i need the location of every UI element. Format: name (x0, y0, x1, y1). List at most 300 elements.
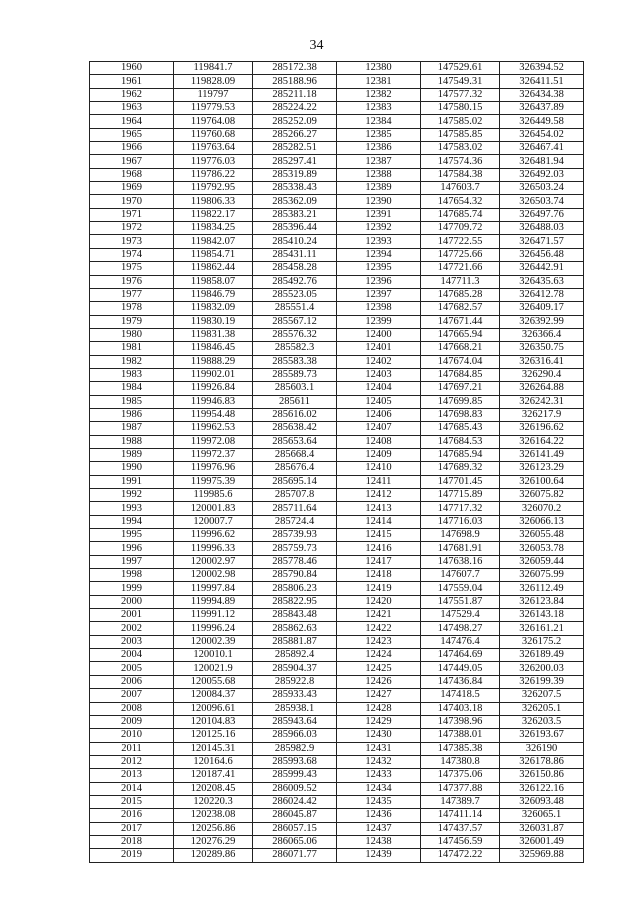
x-coordinate-cell: 120220.3 (174, 795, 253, 808)
point-number-cell: 2005 (90, 662, 174, 675)
y-coordinate-cell: 285396.44 (253, 222, 337, 235)
y-coordinate-cell: 326497.76 (500, 208, 584, 221)
y-coordinate-cell: 326200.03 (500, 662, 584, 675)
point-number-cell: 12384 (337, 115, 421, 128)
y-coordinate-cell: 285892.4 (253, 649, 337, 662)
x-coordinate-cell: 120010.1 (174, 649, 253, 662)
x-coordinate-cell: 120145.31 (174, 742, 253, 755)
y-coordinate-cell: 285576.32 (253, 328, 337, 341)
x-coordinate-cell: 147607.7 (421, 569, 500, 582)
y-coordinate-cell: 326471.57 (500, 235, 584, 248)
y-coordinate-cell: 326492.03 (500, 168, 584, 181)
point-number-cell: 1988 (90, 435, 174, 448)
table-row (90, 529, 584, 542)
table-row (90, 408, 584, 421)
x-coordinate-cell: 119828.09 (174, 75, 253, 88)
x-coordinate-cell: 147709.72 (421, 222, 500, 235)
table-row (90, 342, 584, 355)
x-coordinate-cell: 147716.03 (421, 515, 500, 528)
y-coordinate-cell: 325969.88 (500, 849, 584, 862)
point-number-cell: 1986 (90, 408, 174, 421)
point-number-cell: 12405 (337, 395, 421, 408)
point-number-cell: 12426 (337, 675, 421, 688)
table-row (90, 288, 584, 301)
point-number-cell: 12437 (337, 822, 421, 835)
y-coordinate-cell: 285638.42 (253, 422, 337, 435)
y-coordinate-cell: 285172.38 (253, 62, 337, 75)
point-number-cell: 2019 (90, 849, 174, 862)
point-number-cell: 12432 (337, 755, 421, 768)
point-number-cell: 12392 (337, 222, 421, 235)
y-coordinate-cell: 285551.4 (253, 302, 337, 315)
x-coordinate-cell: 119996.62 (174, 529, 253, 542)
table-row (90, 595, 584, 608)
y-coordinate-cell: 326456.48 (500, 248, 584, 261)
x-coordinate-cell: 119991.12 (174, 609, 253, 622)
table-row (90, 275, 584, 288)
y-coordinate-cell: 285843.48 (253, 609, 337, 622)
point-number-cell: 12403 (337, 368, 421, 381)
x-coordinate-cell: 147689.32 (421, 462, 500, 475)
y-coordinate-cell: 326059.44 (500, 555, 584, 568)
x-coordinate-cell: 147418.5 (421, 689, 500, 702)
x-coordinate-cell: 119763.64 (174, 142, 253, 155)
y-coordinate-cell: 326065.1 (500, 809, 584, 822)
x-coordinate-cell: 147437.57 (421, 822, 500, 835)
table-row (90, 822, 584, 835)
x-coordinate-cell: 119841.7 (174, 62, 253, 75)
y-coordinate-cell: 285188.96 (253, 75, 337, 88)
y-coordinate-cell: 285933.43 (253, 689, 337, 702)
table-row (90, 702, 584, 715)
y-coordinate-cell: 326123.29 (500, 462, 584, 475)
y-coordinate-cell: 326207.5 (500, 689, 584, 702)
x-coordinate-cell: 119846.45 (174, 342, 253, 355)
x-coordinate-cell: 120208.45 (174, 782, 253, 795)
x-coordinate-cell: 147583.02 (421, 142, 500, 155)
point-number-cell: 2003 (90, 635, 174, 648)
point-number-cell: 1985 (90, 395, 174, 408)
x-coordinate-cell: 147698.83 (421, 408, 500, 421)
table-row (90, 368, 584, 381)
y-coordinate-cell: 285943.64 (253, 715, 337, 728)
x-coordinate-cell: 120289.86 (174, 849, 253, 862)
x-coordinate-cell: 147498.27 (421, 622, 500, 635)
point-number-cell: 12410 (337, 462, 421, 475)
y-coordinate-cell: 285383.21 (253, 208, 337, 221)
x-coordinate-cell: 147472.22 (421, 849, 500, 862)
point-number-cell: 12401 (337, 342, 421, 355)
x-coordinate-cell: 147411.14 (421, 809, 500, 822)
point-number-cell: 2000 (90, 595, 174, 608)
x-coordinate-cell: 147449.05 (421, 662, 500, 675)
table-row (90, 75, 584, 88)
y-coordinate-cell: 285982.9 (253, 742, 337, 755)
x-coordinate-cell: 119797 (174, 88, 253, 101)
table-row (90, 555, 584, 568)
table-row (90, 328, 584, 341)
table-row (90, 315, 584, 328)
x-coordinate-cell: 119760.68 (174, 128, 253, 141)
x-coordinate-cell: 120187.41 (174, 769, 253, 782)
table-row (90, 62, 584, 75)
point-number-cell: 12409 (337, 448, 421, 461)
point-number-cell: 12399 (337, 315, 421, 328)
x-coordinate-cell: 119831.38 (174, 328, 253, 341)
x-coordinate-cell: 120238.08 (174, 809, 253, 822)
y-coordinate-cell: 285567.12 (253, 315, 337, 328)
x-coordinate-cell: 147603.7 (421, 182, 500, 195)
point-number-cell: 12434 (337, 782, 421, 795)
x-coordinate-cell: 119834.25 (174, 222, 253, 235)
x-coordinate-cell: 119946.83 (174, 395, 253, 408)
y-coordinate-cell: 286045.87 (253, 809, 337, 822)
y-coordinate-cell: 326112.49 (500, 582, 584, 595)
point-number-cell: 2013 (90, 769, 174, 782)
point-number-cell: 2017 (90, 822, 174, 835)
point-number-cell: 1996 (90, 542, 174, 555)
point-number-cell: 12404 (337, 382, 421, 395)
y-coordinate-cell: 285759.73 (253, 542, 337, 555)
y-coordinate-cell: 285739.93 (253, 529, 337, 542)
point-number-cell: 12398 (337, 302, 421, 315)
point-number-cell: 12391 (337, 208, 421, 221)
point-number-cell: 1961 (90, 75, 174, 88)
point-number-cell: 12424 (337, 649, 421, 662)
y-coordinate-cell: 326434.38 (500, 88, 584, 101)
y-coordinate-cell: 326189.49 (500, 649, 584, 662)
y-coordinate-cell: 326366.4 (500, 328, 584, 341)
point-number-cell: 2002 (90, 622, 174, 635)
point-number-cell: 12429 (337, 715, 421, 728)
y-coordinate-cell: 285282.51 (253, 142, 337, 155)
point-number-cell: 12388 (337, 168, 421, 181)
y-coordinate-cell: 285583.38 (253, 355, 337, 368)
point-number-cell: 12419 (337, 582, 421, 595)
point-number-cell: 1966 (90, 142, 174, 155)
y-coordinate-cell: 286057.15 (253, 822, 337, 835)
point-number-cell: 1964 (90, 115, 174, 128)
table-row (90, 195, 584, 208)
x-coordinate-cell: 147701.45 (421, 475, 500, 488)
y-coordinate-cell: 285668.4 (253, 448, 337, 461)
point-number-cell: 2009 (90, 715, 174, 728)
point-number-cell: 12438 (337, 835, 421, 848)
x-coordinate-cell: 120125.16 (174, 729, 253, 742)
y-coordinate-cell: 285297.41 (253, 155, 337, 168)
y-coordinate-cell: 286024.42 (253, 795, 337, 808)
point-number-cell: 12412 (337, 489, 421, 502)
point-number-cell: 1998 (90, 569, 174, 582)
point-number-cell: 12385 (337, 128, 421, 141)
x-coordinate-cell: 120021.9 (174, 662, 253, 675)
point-number-cell: 1979 (90, 315, 174, 328)
x-coordinate-cell: 147638.16 (421, 555, 500, 568)
point-number-cell: 1977 (90, 288, 174, 301)
y-coordinate-cell: 326122.16 (500, 782, 584, 795)
point-number-cell: 1997 (90, 555, 174, 568)
y-coordinate-cell: 326123.84 (500, 595, 584, 608)
y-coordinate-cell: 285211.18 (253, 88, 337, 101)
x-coordinate-cell: 120002.39 (174, 635, 253, 648)
x-coordinate-cell: 147529.4 (421, 609, 500, 622)
x-coordinate-cell: 119975.39 (174, 475, 253, 488)
x-coordinate-cell: 120007.7 (174, 515, 253, 528)
x-coordinate-cell: 147717.32 (421, 502, 500, 515)
point-number-cell: 12383 (337, 102, 421, 115)
point-number-cell: 12390 (337, 195, 421, 208)
x-coordinate-cell: 119926.84 (174, 382, 253, 395)
point-number-cell: 1978 (90, 302, 174, 315)
y-coordinate-cell: 326053.78 (500, 542, 584, 555)
point-number-cell: 1971 (90, 208, 174, 221)
point-number-cell: 12400 (337, 328, 421, 341)
y-coordinate-cell: 326392.99 (500, 315, 584, 328)
table-row (90, 782, 584, 795)
y-coordinate-cell: 326481.94 (500, 155, 584, 168)
point-number-cell: 2008 (90, 702, 174, 715)
point-number-cell: 2014 (90, 782, 174, 795)
y-coordinate-cell: 326350.75 (500, 342, 584, 355)
table-row (90, 462, 584, 475)
x-coordinate-cell: 147674.04 (421, 355, 500, 368)
y-coordinate-cell: 285922.8 (253, 675, 337, 688)
y-coordinate-cell: 285966.03 (253, 729, 337, 742)
y-coordinate-cell: 326205.1 (500, 702, 584, 715)
x-coordinate-cell: 119976.96 (174, 462, 253, 475)
x-coordinate-cell: 147681.91 (421, 542, 500, 555)
y-coordinate-cell: 326075.99 (500, 569, 584, 582)
x-coordinate-cell: 119842.07 (174, 235, 253, 248)
point-number-cell: 12382 (337, 88, 421, 101)
y-coordinate-cell: 285806.23 (253, 582, 337, 595)
y-coordinate-cell: 326412.78 (500, 288, 584, 301)
page-number: 34 (309, 38, 324, 53)
y-coordinate-cell: 326075.82 (500, 489, 584, 502)
y-coordinate-cell: 326442.91 (500, 262, 584, 275)
point-number-cell: 12402 (337, 355, 421, 368)
y-coordinate-cell: 326093.48 (500, 795, 584, 808)
x-coordinate-cell: 147684.85 (421, 368, 500, 381)
point-number-cell: 1993 (90, 502, 174, 515)
point-number-cell: 12407 (337, 422, 421, 435)
x-coordinate-cell: 147577.32 (421, 88, 500, 101)
y-coordinate-cell: 285582.3 (253, 342, 337, 355)
y-coordinate-cell: 326161.21 (500, 622, 584, 635)
point-number-cell: 12389 (337, 182, 421, 195)
y-coordinate-cell: 326316.41 (500, 355, 584, 368)
x-coordinate-cell: 119786.22 (174, 168, 253, 181)
y-coordinate-cell: 285616.02 (253, 408, 337, 421)
y-coordinate-cell: 326199.39 (500, 675, 584, 688)
point-number-cell: 12427 (337, 689, 421, 702)
x-coordinate-cell: 147721.66 (421, 262, 500, 275)
table-row (90, 649, 584, 662)
point-number-cell: 12408 (337, 435, 421, 448)
x-coordinate-cell: 147725.66 (421, 248, 500, 261)
point-number-cell: 2006 (90, 675, 174, 688)
x-coordinate-cell: 119832.09 (174, 302, 253, 315)
table-row (90, 622, 584, 635)
table-row (90, 182, 584, 195)
point-number-cell: 2018 (90, 835, 174, 848)
x-coordinate-cell: 119994.89 (174, 595, 253, 608)
x-coordinate-cell: 120002.98 (174, 569, 253, 582)
x-coordinate-cell: 119792.95 (174, 182, 253, 195)
x-coordinate-cell: 147389.7 (421, 795, 500, 808)
x-coordinate-cell: 147398.96 (421, 715, 500, 728)
point-number-cell: 12423 (337, 635, 421, 648)
y-coordinate-cell: 285431.11 (253, 248, 337, 261)
y-coordinate-cell: 285266.27 (253, 128, 337, 141)
y-coordinate-cell: 285707.8 (253, 489, 337, 502)
table-row (90, 769, 584, 782)
y-coordinate-cell: 285881.87 (253, 635, 337, 648)
x-coordinate-cell: 147684.53 (421, 435, 500, 448)
point-number-cell: 12396 (337, 275, 421, 288)
x-coordinate-cell: 147711.3 (421, 275, 500, 288)
point-number-cell: 12436 (337, 809, 421, 822)
table-row (90, 582, 584, 595)
x-coordinate-cell: 147699.85 (421, 395, 500, 408)
point-number-cell: 12394 (337, 248, 421, 261)
y-coordinate-cell: 326264.88 (500, 382, 584, 395)
point-number-cell: 1974 (90, 248, 174, 261)
x-coordinate-cell: 147436.84 (421, 675, 500, 688)
y-coordinate-cell: 326217.9 (500, 408, 584, 421)
table-row (90, 809, 584, 822)
x-coordinate-cell: 147559.04 (421, 582, 500, 595)
y-coordinate-cell: 285224.22 (253, 102, 337, 115)
table-row (90, 849, 584, 862)
x-coordinate-cell: 119830.19 (174, 315, 253, 328)
x-coordinate-cell: 147685.74 (421, 208, 500, 221)
y-coordinate-cell: 285603.1 (253, 382, 337, 395)
x-coordinate-cell: 120001.83 (174, 502, 253, 515)
y-coordinate-cell: 326070.2 (500, 502, 584, 515)
x-coordinate-cell: 119962.53 (174, 422, 253, 435)
point-number-cell: 1989 (90, 448, 174, 461)
table-row (90, 262, 584, 275)
table-row (90, 435, 584, 448)
point-number-cell: 12430 (337, 729, 421, 742)
point-number-cell: 1970 (90, 195, 174, 208)
point-number-cell: 1965 (90, 128, 174, 141)
point-number-cell: 12381 (337, 75, 421, 88)
point-number-cell: 1981 (90, 342, 174, 355)
y-coordinate-cell: 285724.4 (253, 515, 337, 528)
table-row (90, 569, 584, 582)
point-number-cell: 12417 (337, 555, 421, 568)
x-coordinate-cell: 147549.31 (421, 75, 500, 88)
point-number-cell: 1973 (90, 235, 174, 248)
y-coordinate-cell: 326467.41 (500, 142, 584, 155)
y-coordinate-cell: 285778.46 (253, 555, 337, 568)
x-coordinate-cell: 147375.06 (421, 769, 500, 782)
x-coordinate-cell: 147580.15 (421, 102, 500, 115)
y-coordinate-cell: 326203.5 (500, 715, 584, 728)
x-coordinate-cell: 147529.61 (421, 62, 500, 75)
point-number-cell: 12393 (337, 235, 421, 248)
point-number-cell: 12420 (337, 595, 421, 608)
point-number-cell: 12433 (337, 769, 421, 782)
y-coordinate-cell: 326193.67 (500, 729, 584, 742)
y-coordinate-cell: 326141.49 (500, 448, 584, 461)
point-number-cell: 1995 (90, 529, 174, 542)
table-row (90, 115, 584, 128)
y-coordinate-cell: 285252.09 (253, 115, 337, 128)
point-number-cell: 1972 (90, 222, 174, 235)
x-coordinate-cell: 120164.6 (174, 755, 253, 768)
point-number-cell: 12435 (337, 795, 421, 808)
point-number-cell: 2004 (90, 649, 174, 662)
x-coordinate-cell: 147715.89 (421, 489, 500, 502)
y-coordinate-cell: 285362.09 (253, 195, 337, 208)
x-coordinate-cell: 119806.33 (174, 195, 253, 208)
point-number-cell: 12397 (337, 288, 421, 301)
y-coordinate-cell: 326411.51 (500, 75, 584, 88)
point-number-cell: 1976 (90, 275, 174, 288)
y-coordinate-cell: 286065.06 (253, 835, 337, 848)
point-number-cell: 2001 (90, 609, 174, 622)
x-coordinate-cell: 147654.32 (421, 195, 500, 208)
table-row (90, 235, 584, 248)
table-row (90, 222, 584, 235)
y-coordinate-cell: 326066.13 (500, 515, 584, 528)
x-coordinate-cell: 119996.24 (174, 622, 253, 635)
point-number-cell: 2010 (90, 729, 174, 742)
y-coordinate-cell: 326454.02 (500, 128, 584, 141)
point-number-cell: 1962 (90, 88, 174, 101)
x-coordinate-cell: 147682.57 (421, 302, 500, 315)
x-coordinate-cell: 120055.68 (174, 675, 253, 688)
table-row (90, 502, 584, 515)
table-row (90, 515, 584, 528)
y-coordinate-cell: 326190 (500, 742, 584, 755)
table-row (90, 542, 584, 555)
table-row (90, 609, 584, 622)
table-row (90, 102, 584, 115)
y-coordinate-cell: 326437.89 (500, 102, 584, 115)
y-coordinate-cell: 285319.89 (253, 168, 337, 181)
point-number-cell: 12425 (337, 662, 421, 675)
x-coordinate-cell: 119997.84 (174, 582, 253, 595)
x-coordinate-cell: 147385.38 (421, 742, 500, 755)
y-coordinate-cell: 326150.86 (500, 769, 584, 782)
y-coordinate-cell: 285999.43 (253, 769, 337, 782)
table-row (90, 302, 584, 315)
y-coordinate-cell: 285695.14 (253, 475, 337, 488)
x-coordinate-cell: 119822.17 (174, 208, 253, 221)
table-row (90, 689, 584, 702)
x-coordinate-cell: 119776.03 (174, 155, 253, 168)
x-coordinate-cell: 120096.61 (174, 702, 253, 715)
x-coordinate-cell: 119764.08 (174, 115, 253, 128)
x-coordinate-cell: 120084.37 (174, 689, 253, 702)
y-coordinate-cell: 285458.28 (253, 262, 337, 275)
x-coordinate-cell: 147380.8 (421, 755, 500, 768)
point-number-cell: 1980 (90, 328, 174, 341)
y-coordinate-cell: 326178.86 (500, 755, 584, 768)
point-number-cell: 1994 (90, 515, 174, 528)
x-coordinate-cell: 119985.6 (174, 489, 253, 502)
table-row (90, 715, 584, 728)
table-row (90, 475, 584, 488)
table-row (90, 422, 584, 435)
table-row (90, 382, 584, 395)
point-number-cell: 1991 (90, 475, 174, 488)
point-number-cell: 12411 (337, 475, 421, 488)
